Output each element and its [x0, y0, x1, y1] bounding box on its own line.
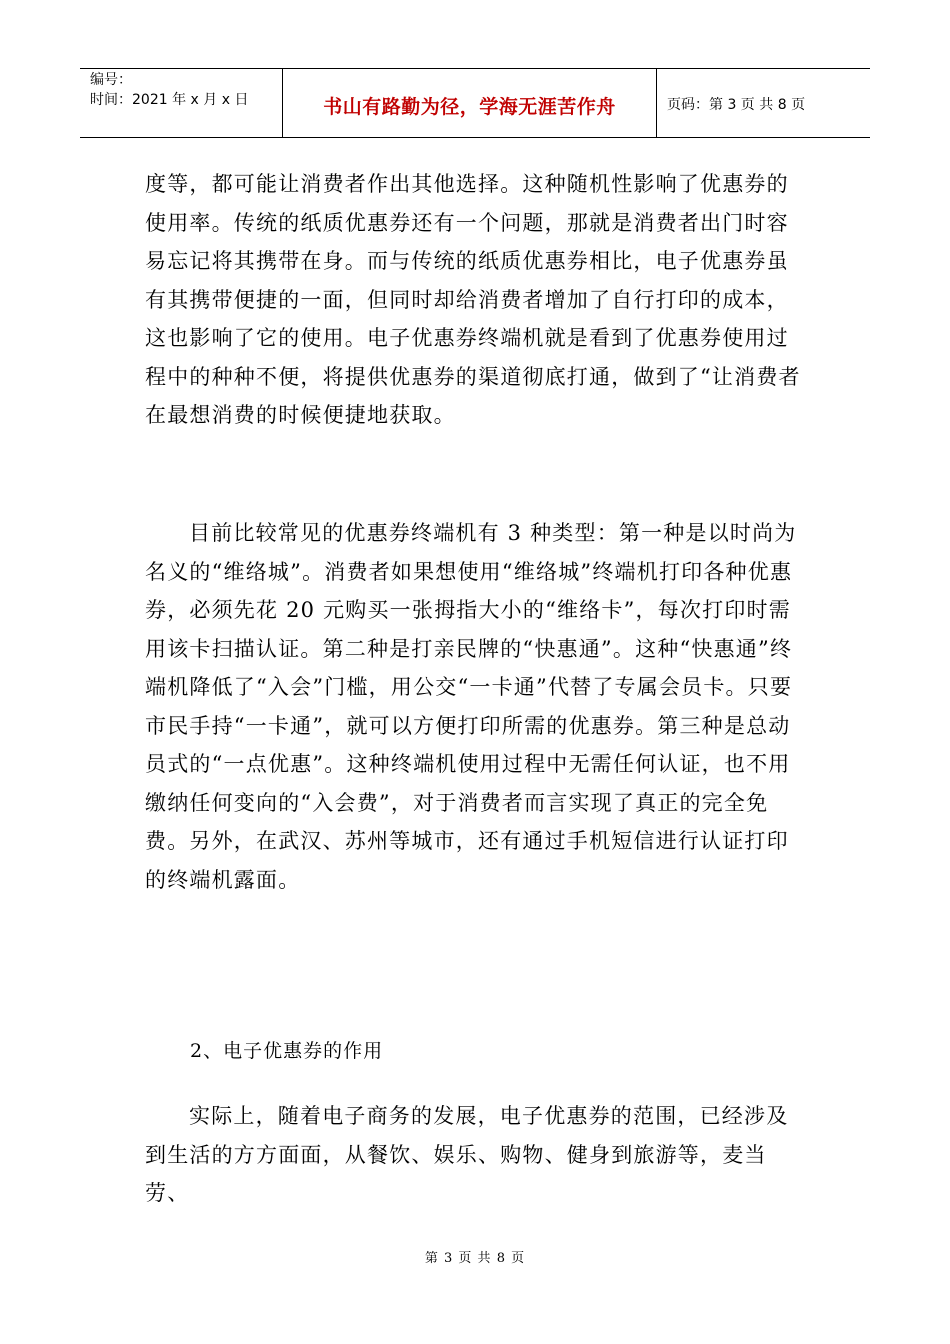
- body-paragraph-3: 实际上，随着电子商务的发展，电子优惠券的范围，已经涉及到生活的方方面面，从餐饮、娱乐、购物、健身到旅游等，麦当劳、: [145, 1104, 789, 1205]
- section-heading: 2、电子优惠券的作用: [190, 1040, 384, 1062]
- header-page-info: 页码：第 3 页 共 8 页: [667, 97, 806, 113]
- header-motto-cell: [283, 69, 657, 137]
- page-footer: 第 3 页 共 8 页: [424, 1251, 526, 1266]
- header-meta-cell: [80, 69, 283, 137]
- header-page-cell: [657, 69, 870, 137]
- header-motto: 书山有路勤为径，学海无涯苦作舟: [323, 96, 616, 118]
- document-date: 时间：2021 年 x 月 x 日: [90, 92, 249, 108]
- page-header: [80, 68, 870, 138]
- body-paragraph-1: 度等，都可能让消费者作出其他选择。这种随机性影响了优惠券的使用率。传统的纸质优惠券还有一个问题，那就是消费者出门时容易忘记将其携带在身。而与传统的纸质优惠券相比，电子优惠券虽有其携带便捷的一面，但同时却给消费者增加了自行打印的成本，这也影响了它的使用。电子优惠券终端机就是看到了优惠券使用过程中的种种不便，将提供优惠券的渠道彻底打通，做到了“让消费者在最想消费的时候便捷地获取。: [145, 172, 801, 427]
- body-paragraph-2: 目前比较常见的优惠券终端机有 3 种类型：第一种是以时尚为名义的“维络城”。消费者如果想使用“维络城”终端机打印各种优惠券，必须先花 20 元购买一张拇指大小的“维络卡”，每次打印时需用该卡扫描认证。第二种是打亲民牌的“快惠通”。这种“快惠通”终端机降低了“入会”门槛，用公交“一卡通”代替了专属会员卡。只要市民手持“一卡通”，就可以方便打印所需的优惠券。第三种是总动员式的“一点优惠”。这种终端机使用过程中无需任何认证，也不用缴纳任何变向的“入会费”，对于消费者而言实现了真正的完全免费。另外，在武汉、苏州等城市，还有通过手机短信进行认证打印的终端机露面。: [145, 521, 797, 892]
- document-number-label: 编号：: [90, 72, 132, 88]
